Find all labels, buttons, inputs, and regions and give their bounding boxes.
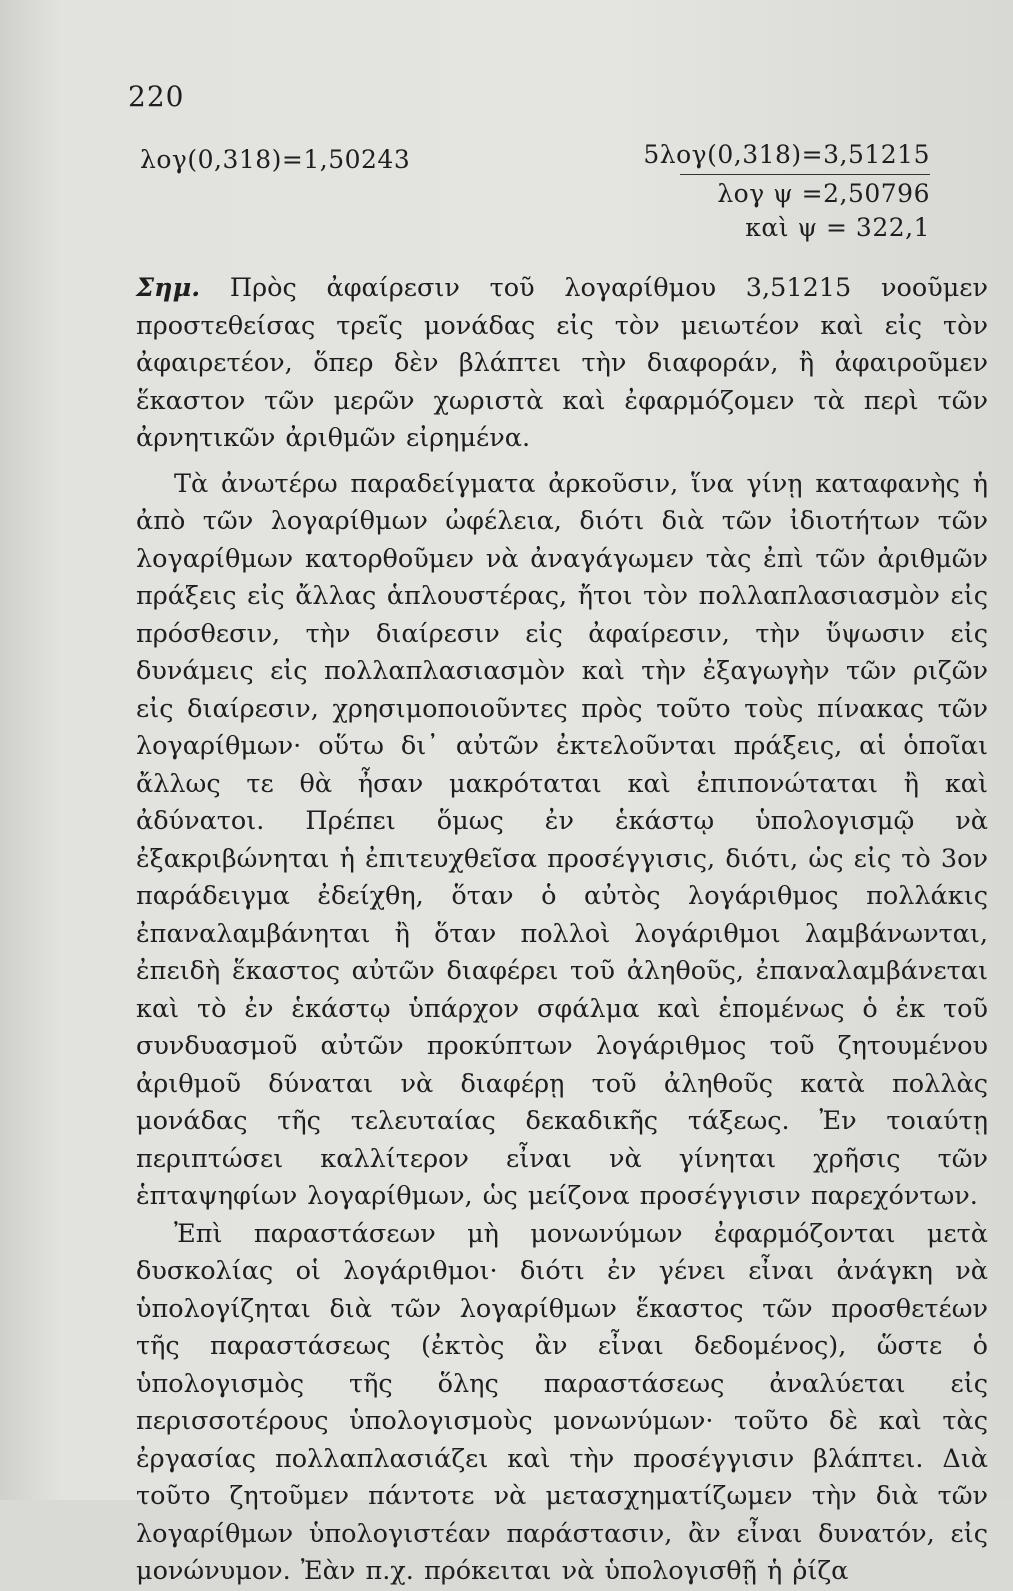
note-text: Πρὸς ἀφαίρεσιν τοῦ λογαρίθμου 3,51215 νοοῦμεν προστεθείσας τρεῖς μονάδας εἰς τὸν μειωτέον καὶ εἰς τὸν ἀφαιρετέον, ὅπερ δὲν βλάπτει τὴν διαφοράν, ἢ ἀφαιροῦμεν ἕκαστον τῶν μερῶν χωριστὰ καὶ ἐφαρμόζομεν τὰ περὶ τῶν ἀρνητικῶν ἀριθμῶν εἰρημένα. (136, 273, 988, 453)
calc-line-3: καὶ ψ = 322,1 (745, 213, 930, 242)
note-paragraph (136, 270, 988, 458)
calc-line-1: 5λογ(0,318)=3,51215 (643, 140, 930, 169)
calculation-left: λογ(0,318)=1,50243 (140, 145, 411, 174)
calc-rule (680, 174, 930, 175)
calc-line-2: λογ ψ =2,50796 (717, 179, 930, 208)
calculation-right (620, 138, 930, 245)
note-label: Σημ. (136, 273, 201, 303)
body-text (136, 270, 988, 1591)
paragraph-2: Ἐπὶ παραστάσεων μὴ μονωνύμων ἐφαρμόζονται μετὰ δυσκολίας οἱ λογάριθμοι· διότι ἐν γένει εἶναι ἀνάγκη νὰ ὑπολογίζηται διὰ τῶν λογαρίθμων ἕκαστος τῶν προσθετέων τῆς παραστάσεως (ἐκτὸς ἂν εἶναι δεδομένος), ὥστε ὁ ὑπολογισμὸς τῆς ὅλης παραστάσεως ἀναλύεται εἰς περισσοτέρους ὑπολογισμοὺς μονωνύμων· τοῦτο δὲ καὶ τὰς ἐργασίας πολλαπλασιάζει καὶ τὴν προσέγγισιν βλάπτει. Διὰ τοῦτο ζητοῦμεν πάντοτε νὰ μετασχηματίζωμεν τὴν διὰ τῶν λογαρίθμων ὑπολογιστέαν παράστασιν, ἂν εἶναι δυνατόν, εἰς μονώνυμον. Ἐὰν π.χ. πρόκειται νὰ ὑπολογισθῇ ἡ ῥίζα (136, 1218, 988, 1586)
page-number: 220 (128, 80, 185, 113)
paragraph-1: Τὰ ἀνωτέρω παραδείγματα ἀρκοῦσιν, ἵνα γίνῃ καταφανὴς ἡ ἀπὸ τῶν λογαρίθμων ὠφέλεια, διότι διὰ τῶν ἰδιοτήτων τῶν λογαρίθμων κατορθοῦμεν νὰ ἀναγάγωμεν τὰς ἐπὶ τῶν ἀριθμῶν πράξεις εἰς ἄλλας ἁπλουστέρας, ἤτοι τὸν πολλαπλασιασμὸν εἰς πρόσθεσιν, τὴν διαίρεσιν εἰς ἀφαίρεσιν, τὴν ὕψωσιν εἰς δυνάμεις εἰς πολλαπλασιασμὸν καὶ τὴν ἐξαγωγὴν τῶν ριζῶν εἰς διαίρεσιν, χρησιμοποιοῦντες πρὸς τοῦτο τοὺς πίνακας τῶν λογαρίθμων· οὕτω δι᾽ αὐτῶν ἐκτελοῦνται πράξεις, αἱ ὁποῖαι ἄλλως τε θὰ ἦσαν μακρόταται καὶ ἐπιπονώταται ἢ καὶ ἀδύνατοι. Πρέπει ὅμως ἐν ἑκάστῳ ὑπολογισμῷ νὰ ἐξακριβώνηται ἡ ἐπιτευχθεῖσα προσέγγισις, διότι, ὡς εἰς τὸ 3ον παράδειγμα ἐδείχθη, ὅταν ὁ αὐτὸς λογάριθμος πολλάκις ἐπαναλαμβάνηται ἢ ὅταν πολλοὶ λογάριθμοι λαμβάνωνται, ἐπειδὴ ἕκαστος αὐτῶν διαφέρει τοῦ ἀληθοῦς, ἐπαναλαμβάνεται καὶ τὸ ἐν ἑκάστῳ ὑπάρχον σφάλμα καὶ ἑπομένως ὁ ἐκ τοῦ συνδυασμοῦ αὐτῶν προκύπτων λογάριθμος τοῦ ζητουμένου ἀριθμοῦ δύναται νὰ διαφέρῃ τοῦ ἀληθοῦς κατὰ πολλὰς μονάδας τῆς τελευταίας δεκαδικῆς τάξεως. Ἐν τοιαύτῃ περιπτώσει καλλίτερον εἶναι νὰ γίνηται χρῆσις τῶν ἑπταψηφίων λογαρίθμων, ὡς μείζονα προσέγγισιν παρεχόντων. (136, 468, 988, 1211)
